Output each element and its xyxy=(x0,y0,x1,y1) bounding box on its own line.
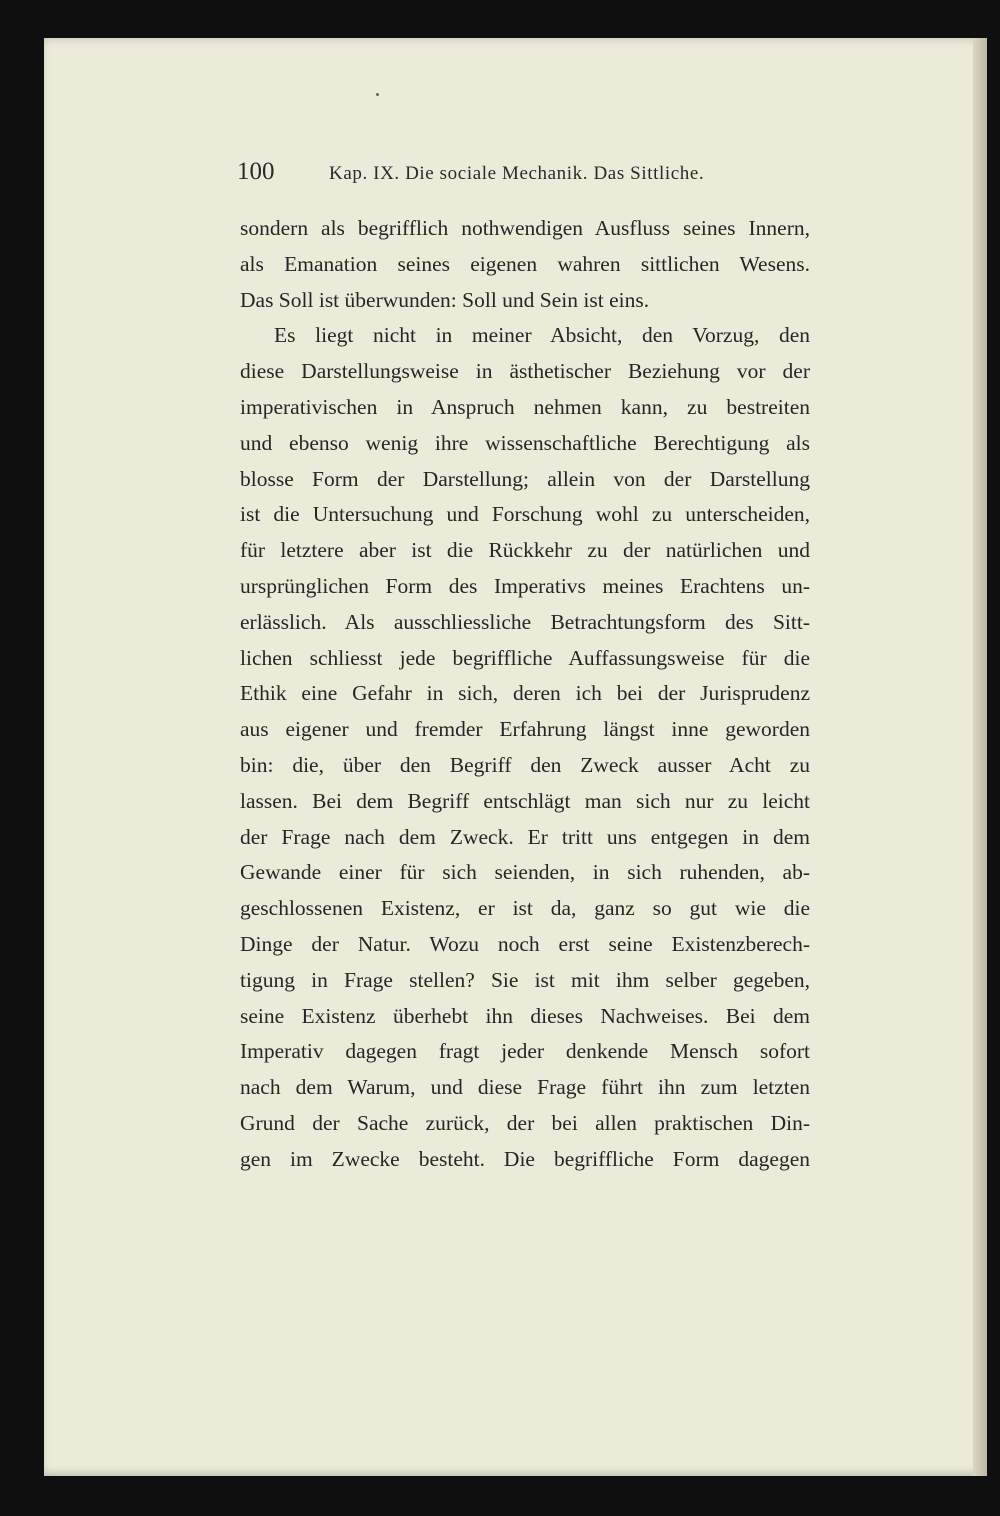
text-line: der Frage nach dem Zweck. Er tritt uns entgegen in dem xyxy=(240,824,810,849)
speck-mark xyxy=(376,93,379,96)
text-line: bin: die, über den Begriff den Zweck ausser Acht zu xyxy=(240,752,810,777)
text-line: aus eigener und fremder Erfahrung längst inne geworden xyxy=(240,717,810,742)
text-line: diese Darstellungsweise in ästhetischer Beziehung vor der xyxy=(240,359,810,384)
text-line: gen im Zwecke besteht. Die begriffliche Form dagegen xyxy=(240,1146,810,1171)
text-line: lassen. Bei dem Begriff entschlägt man sich nur zu leicht xyxy=(240,788,810,813)
body-text xyxy=(240,211,810,1178)
text-line: imperativischen in Anspruch nehmen kann, zu bestreiten xyxy=(240,394,810,419)
text-line: für letztere aber ist die Rückkehr zu der natürlichen und xyxy=(240,538,810,563)
text-line: geschlossenen Existenz, er ist da, ganz so gut wie die xyxy=(240,896,810,921)
chapter-title: Kap. IX. Die sociale Mechanik. Das Sittliche. xyxy=(329,163,705,184)
text-line: Gewande einer für sich seienden, in sich ruhenden, ab- xyxy=(240,860,810,885)
text-line: Es liegt nicht in meiner Absicht, den Vorzug, den xyxy=(274,323,810,348)
text-line: Ethik eine Gefahr in sich, deren ich bei der Jurisprudenz xyxy=(240,681,810,706)
text-line: Imperativ dagegen fragt jeder denkende Mensch sofort xyxy=(240,1039,810,1064)
text-line: Grund der Sache zurück, der bei allen praktischen Din- xyxy=(240,1110,810,1135)
page-number: 100 xyxy=(237,158,275,185)
text-line: seine Existenz überhebt ihn dieses Nachweises. Bei dem xyxy=(240,1003,810,1028)
text-line: und ebenso wenig ihre wissenschaftliche Berechtigung als xyxy=(240,430,810,455)
text-line: blosse Form der Darstellung; allein von der Darstellung xyxy=(240,466,810,491)
text-line: als Emanation seines eigenen wahren sittlichen Wesens. xyxy=(240,251,810,276)
running-head xyxy=(237,158,817,188)
text-line: ursprünglichen Form des Imperativs meines Erachtens un- xyxy=(240,573,810,598)
text-line: lichen schliesst jede begriffliche Auffassungsweise für die xyxy=(240,645,810,670)
text-line: erlässlich. Als ausschliessliche Betrachtungsform des Sitt- xyxy=(240,609,810,634)
text-line: Das Soll ist überwunden: Soll und Sein ist eins. xyxy=(240,287,650,312)
text-line: Dinge der Natur. Wozu noch erst seine Existenzberech- xyxy=(240,931,810,956)
text-line: nach dem Warum, und diese Frage führt ihn zum letzten xyxy=(240,1075,810,1100)
text-line: tigung in Frage stellen? Sie ist mit ihm selber gegeben, xyxy=(240,967,810,992)
text-line: sondern als begrifflich nothwendigen Ausfluss seines Innern, xyxy=(240,216,810,240)
text-line: ist die Untersuchung und Forschung wohl zu unterscheiden, xyxy=(240,502,810,527)
page-edge-shadow xyxy=(973,38,987,1476)
